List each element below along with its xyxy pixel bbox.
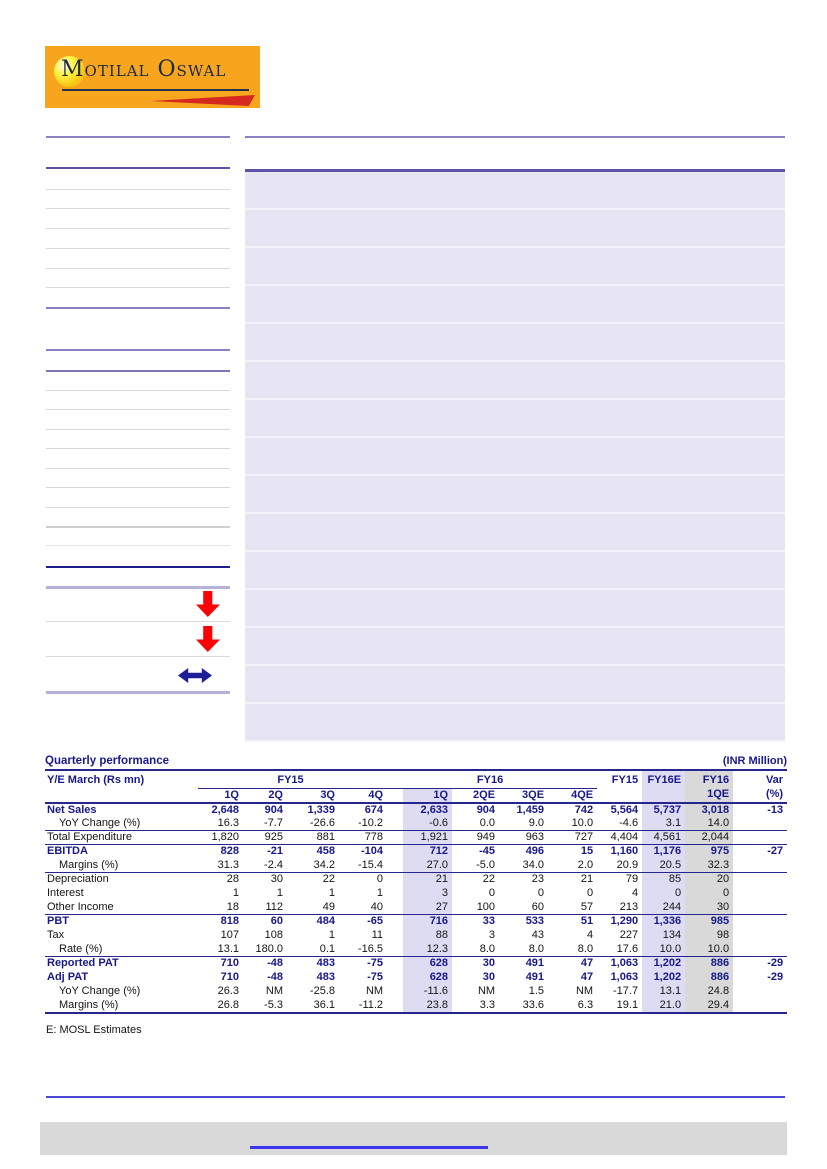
table-cell: 904 — [476, 803, 496, 816]
column-subheader: (%) — [733, 788, 787, 803]
column-subheader: 4QE — [548, 788, 597, 803]
table-cell: 4 — [631, 887, 639, 899]
table-cell — [733, 943, 787, 957]
sidebar-rule — [46, 507, 230, 508]
table-row — [45, 803, 787, 817]
table-cell: 5,564 — [610, 803, 639, 816]
sidebar-rule — [46, 487, 230, 488]
table-cell: 0.1 — [287, 943, 339, 957]
table-cell: 227 — [619, 929, 639, 941]
table-cell: 14.0 — [685, 817, 733, 831]
table-cell: 483 — [316, 971, 335, 983]
column-header-fy16e: FY16E — [642, 770, 685, 788]
column-subheader: 1QE — [685, 788, 733, 803]
table-cell: 29.4 — [685, 999, 733, 1013]
table-cell: -25.8 — [309, 985, 335, 997]
table-cell: 20 — [685, 873, 733, 887]
table-cell: -27 — [767, 845, 784, 858]
table-cell: 18 — [198, 901, 243, 915]
table-cell: -29 — [767, 957, 784, 970]
table-cell: 60 — [270, 915, 283, 928]
table-cell: -10.2 — [339, 817, 387, 831]
table-cell: 0.0 — [452, 817, 499, 831]
table-cell: 8.0 — [548, 943, 597, 957]
table-cell: -75 — [367, 971, 384, 983]
table-cell: 10.0 — [548, 817, 597, 831]
table-cell: 32.3 — [685, 859, 733, 873]
table-cell: 88 — [387, 929, 452, 943]
table-cell: 60 — [499, 901, 548, 915]
row-label: Other Income — [45, 901, 198, 915]
table-cell: 925 — [243, 831, 287, 845]
table-cell: 180.0 — [243, 943, 287, 957]
table-cell: 23.8 — [387, 999, 452, 1013]
table-cell: 1,336 — [642, 915, 685, 929]
quarterly-performance-section — [45, 752, 787, 1014]
sidebar-rule — [46, 208, 230, 209]
table-cell: 886 — [685, 957, 733, 971]
table-cell: 9.0 — [499, 817, 548, 831]
table-cell: 881 — [287, 831, 339, 845]
table-cell: 3 — [488, 929, 496, 941]
table-cell: 886 — [685, 971, 733, 985]
table-cell: -0.6 — [387, 817, 452, 831]
table-cell: 0 — [685, 887, 733, 901]
red-down-arrow-icon — [196, 626, 220, 652]
row-label: Reported PAT — [47, 957, 119, 970]
row-label: YoY Change (%) — [45, 817, 198, 831]
table-cell: -5.3 — [243, 999, 287, 1013]
table-cell: 1,063 — [610, 957, 639, 970]
table-cell: 21 — [580, 873, 594, 886]
sidebar-rule — [46, 307, 230, 309]
table-cell: 1,202 — [642, 957, 685, 971]
table-cell: 828 — [220, 845, 239, 858]
table-cell: 28 — [226, 873, 239, 886]
table-cell: 1,459 — [516, 803, 545, 816]
row-label: Net Sales — [47, 803, 97, 816]
table-cell: 985 — [685, 915, 733, 929]
column-header: Y/E March (Rs mn) — [47, 774, 145, 786]
table-cell: 13.1 — [198, 943, 243, 957]
table-cell: 27 — [387, 901, 452, 915]
table-cell: 20.9 — [597, 859, 642, 873]
table-cell: 628 — [387, 957, 452, 971]
table-cell: 949 — [452, 831, 499, 845]
table-cell: 975 — [685, 845, 733, 859]
table-cell: 34.0 — [499, 859, 548, 873]
table-cell: 98 — [685, 929, 733, 943]
table-cell: 17.6 — [597, 943, 642, 957]
table-cell: 49 — [287, 901, 339, 915]
table-cell: 1 — [328, 929, 335, 941]
table-cell: 1,921 — [387, 831, 452, 845]
row-label: Depreciation — [47, 873, 109, 886]
table-subheader-row — [45, 788, 787, 803]
table-cell: 1,339 — [307, 803, 335, 816]
footer-link-underline — [250, 1146, 488, 1149]
table-cell — [733, 873, 787, 887]
table-row — [45, 971, 787, 985]
table-cell: 491 — [525, 971, 545, 983]
table-cell: 628 — [387, 971, 452, 985]
column-subheader — [45, 788, 198, 803]
sidebar-rule — [46, 586, 230, 589]
table-cell: 47 — [580, 957, 594, 970]
table-cell: 33.6 — [499, 999, 548, 1013]
column-subheader — [642, 788, 685, 803]
table-cell: 23 — [531, 873, 545, 886]
table-cell: -11.6 — [387, 985, 452, 999]
table-cell: 2.0 — [548, 859, 597, 873]
table-cell: 2,633 — [387, 803, 452, 817]
table-cell: 30 — [482, 957, 496, 970]
table-cell: 742 — [574, 803, 594, 816]
table-cell: 40 — [339, 901, 387, 915]
table-cell — [733, 999, 787, 1013]
table-cell: 8.0 — [499, 943, 548, 957]
row-label: Tax — [47, 929, 65, 941]
table-cell: 1.5 — [528, 985, 545, 997]
table-cell: 134 — [642, 929, 685, 943]
table-cell: 3,018 — [685, 803, 733, 817]
table-cell: 57 — [548, 901, 597, 915]
table-cell: NM — [575, 985, 594, 997]
sidebar-rule — [46, 656, 230, 657]
row-label: Total Expenditure — [45, 831, 198, 845]
sidebar-rule — [46, 409, 230, 410]
table-cell: 1,202 — [642, 971, 685, 985]
table-row — [45, 859, 787, 873]
table-cell: 484 — [316, 915, 335, 928]
table-cell: 15 — [580, 845, 594, 858]
table-cell: 712 — [387, 845, 452, 859]
table-cell: -13 — [767, 803, 784, 816]
sidebar-rule — [46, 167, 230, 169]
column-subheader: 3Q — [287, 788, 339, 803]
sidebar-rule — [46, 228, 230, 229]
table-cell: 22 — [322, 873, 335, 886]
column-subheader — [597, 788, 642, 803]
table-cell: 100 — [452, 901, 499, 915]
column-subheader: 1Q — [387, 788, 452, 803]
table-cell: -21 — [267, 845, 283, 858]
table-cell: 22 — [482, 873, 496, 886]
table-cell: 30 — [270, 873, 283, 886]
logo-wordmark: Motilal Oswal — [61, 57, 227, 82]
table-cell: 818 — [220, 915, 239, 928]
table-cell — [733, 915, 787, 929]
table-cell: 3.1 — [642, 817, 685, 831]
table-footnote: E: MOSL Estimates — [46, 1024, 142, 1036]
table-cell: 710 — [220, 971, 239, 983]
table-cell: 107 — [220, 929, 239, 941]
table-cell: 533 — [525, 915, 545, 928]
table-cell: 458 — [316, 845, 335, 858]
column-header-fy15: FY15 — [611, 774, 639, 786]
logo-swoosh-icon — [151, 95, 255, 106]
table-cell: 13.1 — [642, 985, 685, 999]
table-row — [45, 985, 787, 999]
blue-double-arrow-icon — [178, 668, 212, 683]
row-label: YoY Change (%) — [59, 985, 141, 997]
footer-band — [40, 1122, 787, 1155]
table-cell: 3 — [387, 887, 452, 901]
row-label: PBT — [47, 915, 69, 928]
column-subheader: 1Q — [198, 788, 243, 803]
sidebar-rule — [46, 349, 230, 351]
table-row — [45, 901, 787, 915]
table-cell: -75 — [367, 957, 384, 970]
table-cell — [733, 901, 787, 915]
table-cell: -4.6 — [597, 817, 642, 831]
footer-rule — [46, 1096, 785, 1098]
table-row — [45, 929, 787, 943]
row-label: Interest — [47, 887, 84, 899]
row-label: Adj PAT — [47, 971, 89, 983]
table-cell: 21 — [387, 873, 452, 887]
sidebar-rule — [46, 248, 230, 249]
table-cell: 1,063 — [610, 971, 639, 983]
column-subheader: 2QE — [452, 788, 499, 803]
table-cell: 8.0 — [452, 943, 499, 957]
table-cell: -45 — [479, 845, 496, 858]
table-cell — [733, 817, 787, 831]
table-cell: 4,561 — [642, 831, 685, 845]
sidebar-rule — [46, 189, 230, 190]
table-cell: 79 — [625, 873, 639, 886]
sidebar-rule — [46, 468, 230, 469]
table-cell: 20.5 — [642, 859, 685, 873]
table-row — [45, 887, 787, 901]
table-cell: 85 — [642, 873, 685, 887]
table-group-header-row — [45, 770, 787, 788]
sidebar-rule — [46, 691, 230, 694]
table-cell: 12.3 — [387, 943, 452, 957]
table-cell: 244 — [642, 901, 685, 915]
header-rule-right — [245, 136, 785, 138]
table-row — [45, 943, 787, 957]
table-cell: 4 — [586, 929, 594, 941]
table-cell: 27.0 — [387, 859, 452, 873]
sidebar-rule — [46, 370, 230, 372]
table-cell: -48 — [267, 971, 283, 983]
table-cell — [733, 985, 787, 999]
table-cell: 0 — [642, 887, 685, 901]
table-cell: -11.2 — [339, 999, 387, 1013]
table-cell: -104 — [361, 845, 384, 858]
table-cell: 30 — [685, 901, 733, 915]
sidebar-rule — [46, 621, 230, 622]
table-cell: 19.1 — [597, 999, 642, 1013]
table-cell: 26.8 — [198, 999, 243, 1013]
table-cell: 34.2 — [287, 859, 339, 873]
table-cell: 0 — [376, 873, 384, 886]
table-cell: 0 — [586, 887, 594, 899]
table-cell: -48 — [267, 957, 283, 970]
table-cell: 2,648 — [211, 803, 239, 816]
table-row — [45, 957, 787, 971]
table-cell: 30 — [482, 971, 496, 983]
column-subheader: 3QE — [499, 788, 548, 803]
sidebar-rule — [46, 268, 230, 269]
table-cell: -5.0 — [452, 859, 499, 873]
table-cell: 108 — [264, 929, 283, 941]
motilal-oswal-logo — [45, 46, 260, 108]
table-cell: 1,290 — [610, 915, 639, 928]
table-cell: -65 — [367, 915, 384, 928]
sidebar-rule — [46, 545, 230, 546]
table-cell: 674 — [364, 803, 384, 816]
header-rule-left — [46, 136, 230, 138]
table-cell: 483 — [316, 957, 335, 970]
table-cell: 1,176 — [642, 845, 685, 859]
table-cell: 36.1 — [287, 999, 339, 1013]
table-cell: 0 — [537, 887, 545, 899]
table-cell: 1 — [328, 887, 335, 899]
table-cell: 33 — [482, 915, 496, 928]
table-cell: 24.8 — [685, 985, 733, 999]
quarterly-performance-table — [45, 769, 787, 1014]
table-cell: 16.3 — [198, 817, 243, 831]
table-cell: 904 — [264, 803, 283, 816]
table-cell — [733, 887, 787, 901]
table-cell: -17.7 — [613, 985, 639, 997]
table-title: Quarterly performance — [45, 755, 169, 767]
column-header-fy16: FY16 — [685, 770, 733, 788]
table-cell: 710 — [220, 957, 239, 970]
table-cell: -16.5 — [339, 943, 387, 957]
table-row — [45, 999, 787, 1013]
sidebar-rule — [46, 448, 230, 449]
table-cell: 963 — [499, 831, 548, 845]
table-row — [45, 915, 787, 929]
row-label: Rate (%) — [45, 943, 198, 957]
table-cell: NM — [477, 985, 496, 997]
table-cell: 727 — [548, 831, 597, 845]
table-cell: -15.4 — [339, 859, 387, 873]
table-row — [45, 873, 787, 887]
column-group-fy16: FY16 — [387, 770, 597, 788]
table-cell: 2,044 — [685, 831, 733, 845]
table-cell: NM — [265, 985, 283, 997]
table-cell: NM — [365, 985, 384, 997]
table-cell: -2.4 — [243, 859, 287, 873]
table-row — [45, 817, 787, 831]
table-row — [45, 831, 787, 845]
sidebar-rule — [46, 390, 230, 391]
table-cell: 716 — [387, 915, 452, 929]
table-body — [45, 803, 787, 1013]
table-cell — [733, 859, 787, 873]
table-cell: -26.6 — [287, 817, 339, 831]
table-row — [45, 845, 787, 859]
table-cell: 112 — [243, 901, 287, 915]
table-cell: 0 — [488, 887, 496, 899]
table-cell: 10.0 — [642, 943, 685, 957]
red-down-arrow-icon — [196, 591, 220, 617]
table-cell: -7.7 — [243, 817, 287, 831]
column-subheader: 2Q — [243, 788, 287, 803]
sidebar-rule — [46, 566, 230, 568]
row-label: EBITDA — [47, 845, 88, 858]
table-cell: 43 — [531, 929, 545, 941]
table-cell: 11 — [371, 929, 384, 941]
table-cell: 4,404 — [597, 831, 642, 845]
row-label: Margins (%) — [45, 999, 198, 1013]
table-cell: 6.3 — [548, 999, 597, 1013]
table-cell: 1 — [232, 887, 239, 899]
table-cell: 1 — [376, 887, 384, 899]
table-cell: 10.0 — [685, 943, 733, 957]
table-cell: 47 — [580, 971, 594, 983]
table-cell — [733, 831, 787, 845]
table-cell — [733, 929, 787, 943]
table-cell: 3.3 — [452, 999, 499, 1013]
table-unit-label: (INR Million) — [722, 755, 787, 767]
table-cell: 1 — [276, 887, 283, 899]
column-subheader: 4Q — [339, 788, 387, 803]
table-cell: -29 — [767, 971, 784, 983]
table-cell: 31.3 — [198, 859, 243, 873]
table-cell: 51 — [580, 915, 594, 928]
sidebar-rule — [46, 429, 230, 430]
table-cell: 778 — [339, 831, 387, 845]
row-label: Margins (%) — [45, 859, 198, 873]
table-cell: 1,820 — [198, 831, 243, 845]
sidebar-rule — [46, 287, 230, 288]
table-cell: 21.0 — [642, 999, 685, 1013]
table-cell: 496 — [525, 845, 545, 858]
table-cell: 491 — [525, 957, 545, 970]
table-cell: 5,737 — [642, 803, 685, 817]
column-header-var: Var — [765, 774, 784, 786]
table-cell: 26.3 — [217, 985, 239, 997]
table-cell: 1,160 — [610, 845, 639, 858]
content-placeholder-panel — [245, 169, 785, 742]
column-group-fy15: FY15 — [198, 770, 387, 788]
table-cell: 213 — [597, 901, 642, 915]
logo-underline — [62, 89, 249, 91]
sidebar-rule — [46, 526, 230, 528]
